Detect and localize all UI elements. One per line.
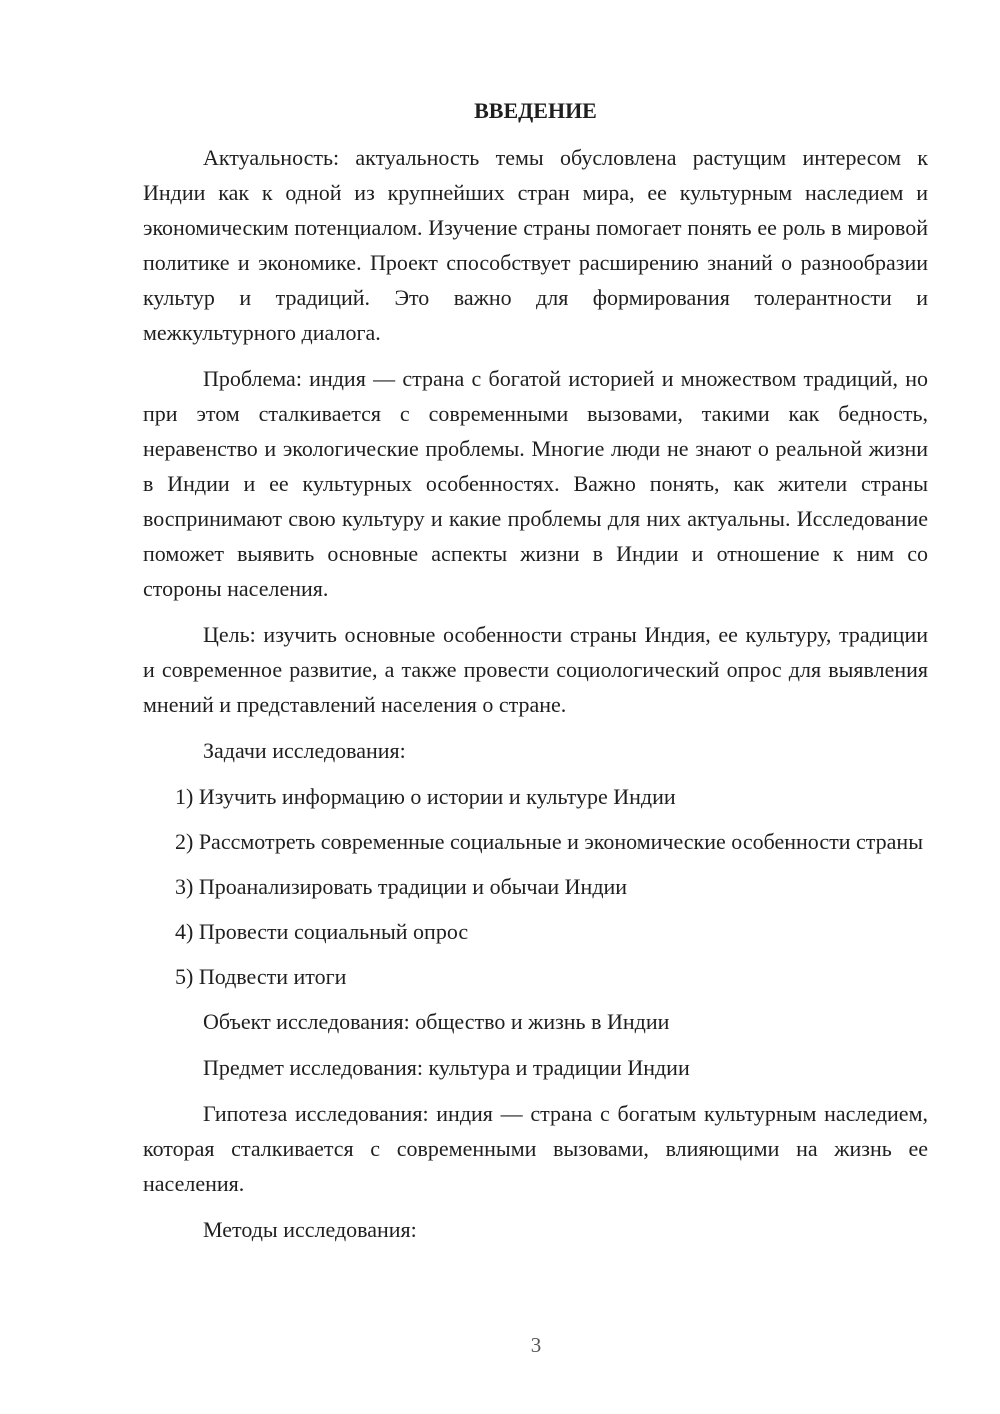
problem-paragraph: Проблема: индия — страна с богатой историей и множеством традиций, но при этом сталкивается с современными вызовами, такими как бедность, неравенство и экологические проблемы. Многие люди не знают о реальной жизни в Индии и ее культурных особенностях. Важно понять, как жители страны воспринимают свою культуру и какие проблемы для них актуальны. Исследование поможет выявить основные аспекты жизни в Индии и отношение к ним со стороны населения. — [143, 366, 928, 601]
section-title: ВВЕДЕНИЕ — [474, 98, 597, 123]
hypothesis-paragraph: Гипотеза исследования: индия — страна с богатым культурным наследием, которая сталкивается с современными вызовами, влияющими на жизнь ее населения. — [143, 1101, 928, 1196]
tasks-heading: Задачи исследования: — [203, 738, 406, 763]
task-item: 3) Проанализировать традиции и обычаи Индии — [175, 874, 628, 899]
task-item: 5) Подвести итоги — [175, 964, 347, 989]
task-item: 4) Провести социальный опрос — [175, 919, 469, 944]
methods-heading: Методы исследования: — [203, 1217, 417, 1242]
goal-paragraph: Цель: изучить основные особенности страны Индия, ее культуру, традиции и современное развитие, а также провести социологический опрос для выявления мнений и представлений населения о стране. — [143, 622, 928, 717]
page-number: 3 — [530, 1333, 542, 1357]
page-content — [143, 96, 928, 1258]
research-subject-paragraph: Предмет исследования: культура и традиции Индии — [203, 1055, 690, 1080]
relevance-paragraph: Актуальность: актуальность темы обусловлена растущим интересом к Индии как к одной из крупнейших стран мира, ее культурным наследием и экономическим потенциалом. Изучение страны помогает понять ее роль в мировой политике и экономике. Проект способствует расширению знаний о разнообразии культур и традиций. Это важно для формирования толерантности и межкультурного диалога. — [143, 145, 928, 345]
task-item: 2) Рассмотреть современные социальные и экономические особенности страны — [175, 829, 923, 854]
task-item: 1) Изучить информацию о истории и культуре Индии — [175, 784, 676, 809]
research-object-paragraph: Объект исследования: общество и жизнь в Индии — [203, 1009, 670, 1034]
